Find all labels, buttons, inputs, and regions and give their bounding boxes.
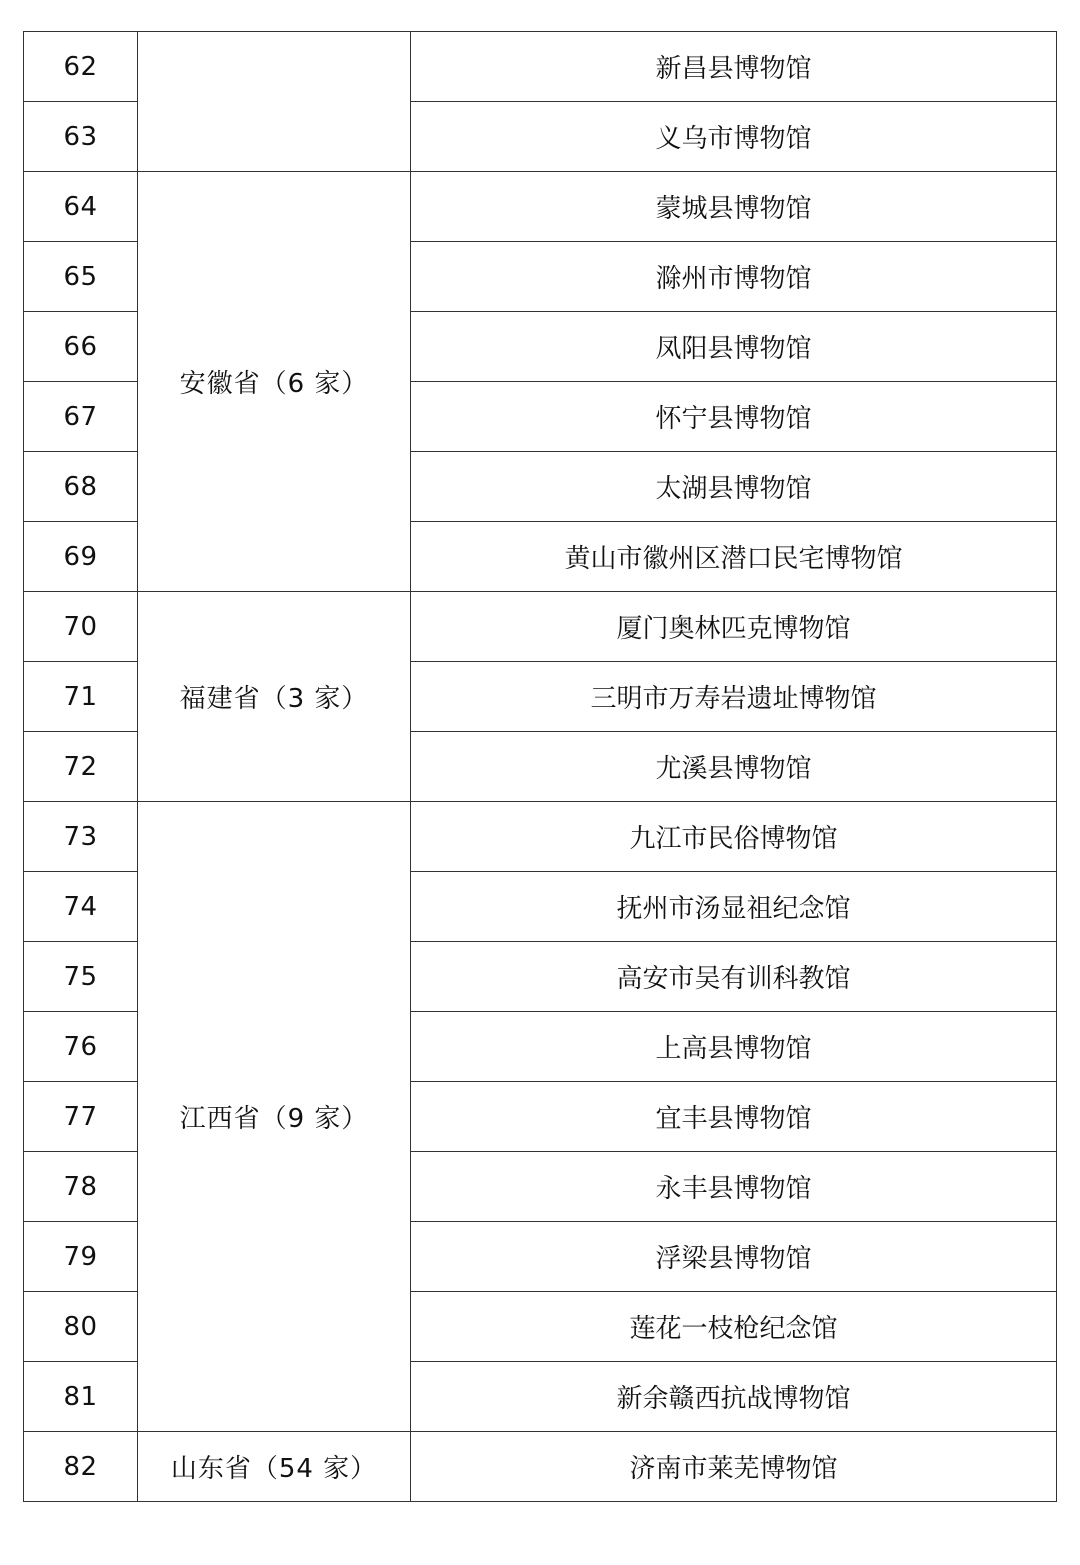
province-cell-anhui: 安徽省（6 家）: [138, 172, 411, 592]
museum-name: 黄山市徽州区潜口民宅博物馆: [411, 522, 1057, 592]
row-number: 77: [24, 1082, 138, 1152]
province-cell-jiangxi: 江西省（9 家）: [138, 802, 411, 1432]
museum-name: 宜丰县博物馆: [411, 1082, 1057, 1152]
museum-name: 厦门奥林匹克博物馆: [411, 592, 1057, 662]
museum-name: 上高县博物馆: [411, 1012, 1057, 1082]
row-number: 80: [24, 1292, 138, 1362]
row-number: 67: [24, 382, 138, 452]
row-number: 76: [24, 1012, 138, 1082]
museum-name: 浮梁县博物馆: [411, 1222, 1057, 1292]
row-number: 78: [24, 1152, 138, 1222]
museum-name: 永丰县博物馆: [411, 1152, 1057, 1222]
museum-name: 尤溪县博物馆: [411, 732, 1057, 802]
museum-list-table: [23, 31, 1057, 1502]
row-number: 64: [24, 172, 138, 242]
museum-name: 太湖县博物馆: [411, 452, 1057, 522]
museum-name: 怀宁县博物馆: [411, 382, 1057, 452]
row-number: 73: [24, 802, 138, 872]
row-number: 82: [24, 1432, 138, 1502]
museum-name: 新昌县博物馆: [411, 32, 1057, 102]
museum-name: 抚州市汤显祖纪念馆: [411, 872, 1057, 942]
province-cell-fujian: 福建省（3 家）: [138, 592, 411, 802]
row-number: 79: [24, 1222, 138, 1292]
table-row: [24, 32, 1057, 102]
museum-name: 九江市民俗博物馆: [411, 802, 1057, 872]
province-cell-shandong: 山东省（54 家）: [138, 1432, 411, 1502]
province-cell: [138, 32, 411, 172]
museum-name: 蒙城县博物馆: [411, 172, 1057, 242]
row-number: 66: [24, 312, 138, 382]
museum-name: 义乌市博物馆: [411, 102, 1057, 172]
museum-name: 莲花一枝枪纪念馆: [411, 1292, 1057, 1362]
museum-name: 高安市吴有训科教馆: [411, 942, 1057, 1012]
museum-name: 凤阳县博物馆: [411, 312, 1057, 382]
row-number: 81: [24, 1362, 138, 1432]
row-number: 68: [24, 452, 138, 522]
table-row: [24, 172, 1057, 242]
row-number: 65: [24, 242, 138, 312]
row-number: 62: [24, 32, 138, 102]
museum-name: 新余赣西抗战博物馆: [411, 1362, 1057, 1432]
row-number: 71: [24, 662, 138, 732]
row-number: 70: [24, 592, 138, 662]
museum-name: 滁州市博物馆: [411, 242, 1057, 312]
row-number: 74: [24, 872, 138, 942]
table-row: [24, 592, 1057, 662]
museum-name: 济南市莱芜博物馆: [411, 1432, 1057, 1502]
table-row: [24, 1432, 1057, 1502]
table-row: [24, 802, 1057, 872]
row-number: 72: [24, 732, 138, 802]
row-number: 69: [24, 522, 138, 592]
museum-name: 三明市万寿岩遗址博物馆: [411, 662, 1057, 732]
row-number: 63: [24, 102, 138, 172]
row-number: 75: [24, 942, 138, 1012]
